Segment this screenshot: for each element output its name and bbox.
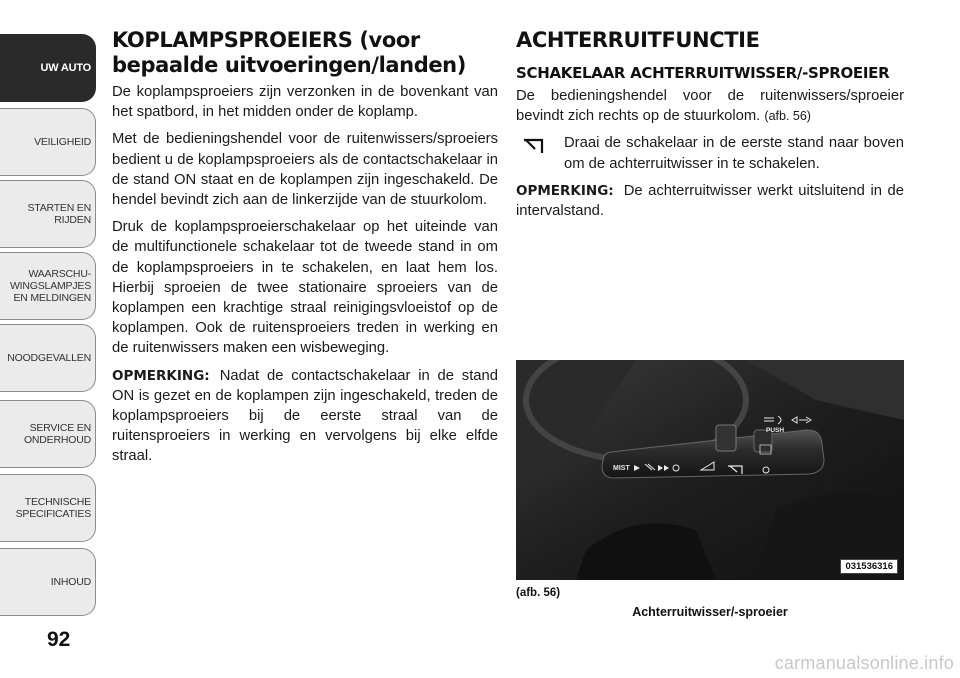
right-column <box>516 28 904 221</box>
left-column <box>112 28 498 467</box>
section-title-koplampsproeiers: KOPLAMPSPROEIERS (voor bepaalde uitvoeringen/landen) <box>112 28 466 77</box>
paragraph: De koplampsproeiers zijn verzonken in de bovenkant van het spatbord, in het midden onder de koplamp. <box>112 84 498 121</box>
figure-wiper-lever-photo <box>516 360 904 580</box>
page-number: 92 <box>47 628 71 651</box>
figure-reference-label: (afb. 56) <box>516 587 561 599</box>
tab-uw-auto[interactable]: UW AUTO <box>0 34 96 102</box>
lever-label-mist: MIST <box>613 465 630 472</box>
tab-veiligheid[interactable]: VEILIGHEID <box>0 108 96 176</box>
watermark: carmanualsonline.info <box>774 653 954 673</box>
tab-waarschuwingslampjes[interactable]: WAARSCHU- WINGSLAMPJES EN MELDINGEN <box>0 252 96 320</box>
figure-code: 031536316 <box>840 559 898 574</box>
note-text: Nadat de contactschakelaar in de stand ON is gezet en de koplampen zijn ingeschakeld, treden de koplampsproeiers bij de eerste straal van de ruitensproeiers in werking en vervolgens bij elke elfde straal. <box>112 367 498 465</box>
tab-noodgevallen[interactable]: NOODGEVALLEN <box>0 324 96 392</box>
note-text: De achterruitwisser werkt uitsluitend in de intervalstand. <box>516 182 904 220</box>
tab-service-en-onderhoud[interactable]: SERVICE EN ONDERHOUD <box>0 400 96 468</box>
figure-reference: (afb. 56) <box>764 109 811 124</box>
instruction-step <box>516 133 904 173</box>
paragraph-text: De bedieningshendel voor de ruitenwissers/sproeier bevindt zich rechts op de stuurkolom. <box>516 88 904 125</box>
figure-caption: Achterruitwisser/-sproeier <box>632 605 788 619</box>
section-title-achterruitfunctie: ACHTERRUITFUNCTIE <box>516 28 760 52</box>
rear-wiper-icon <box>522 137 544 155</box>
note-label: OPMERKING: <box>112 367 210 384</box>
wiper-lever-illustration <box>516 360 904 580</box>
paragraph <box>516 86 904 126</box>
subsection-title: SCHAKELAAR ACHTERRUITWISSER/-SPROEIER <box>516 64 890 82</box>
tab-inhoud[interactable]: INHOUD <box>0 548 96 616</box>
paragraph: Druk de koplampsproeierschakelaar op het uiteinde van de multifunctionele schakelaar tot de tweede stand in om de koplampsproeiers in te schakelen, en laat hem los. Hierbij sproeien de twee stationaire sproeiers van de koplampen een krachtige straal reinigingsvloeistof op de koplampen. Ook de ruitensproeiers treden in werking en de ruitenwissers maken een wisbeweging. <box>112 219 498 357</box>
paragraph: Met de bedieningshendel voor de ruitenwissers/sproeiers bedient u de koplampsproeiers als de contactschakelaar in de stand ON staat en de koplampen zijn ingeschakeld. De hendel bevindt zich aan de linkerzijde van de stuurkolom. <box>112 131 498 209</box>
lever-label-push: PUSH <box>766 427 785 434</box>
note-paragraph <box>112 366 498 467</box>
note-paragraph <box>516 181 904 221</box>
note-label: OPMERKING: <box>516 182 614 199</box>
tab-starten-en-rijden[interactable]: STARTEN EN RIJDEN <box>0 180 96 248</box>
chapter-sidebar <box>0 0 100 678</box>
tab-technische-specificaties[interactable]: TECHNISCHE SPECIFICATIES <box>0 474 96 542</box>
step-text: Draai de schakelaar in de eerste stand naar boven om de achterruitwisser in te schakelen. <box>564 135 904 172</box>
